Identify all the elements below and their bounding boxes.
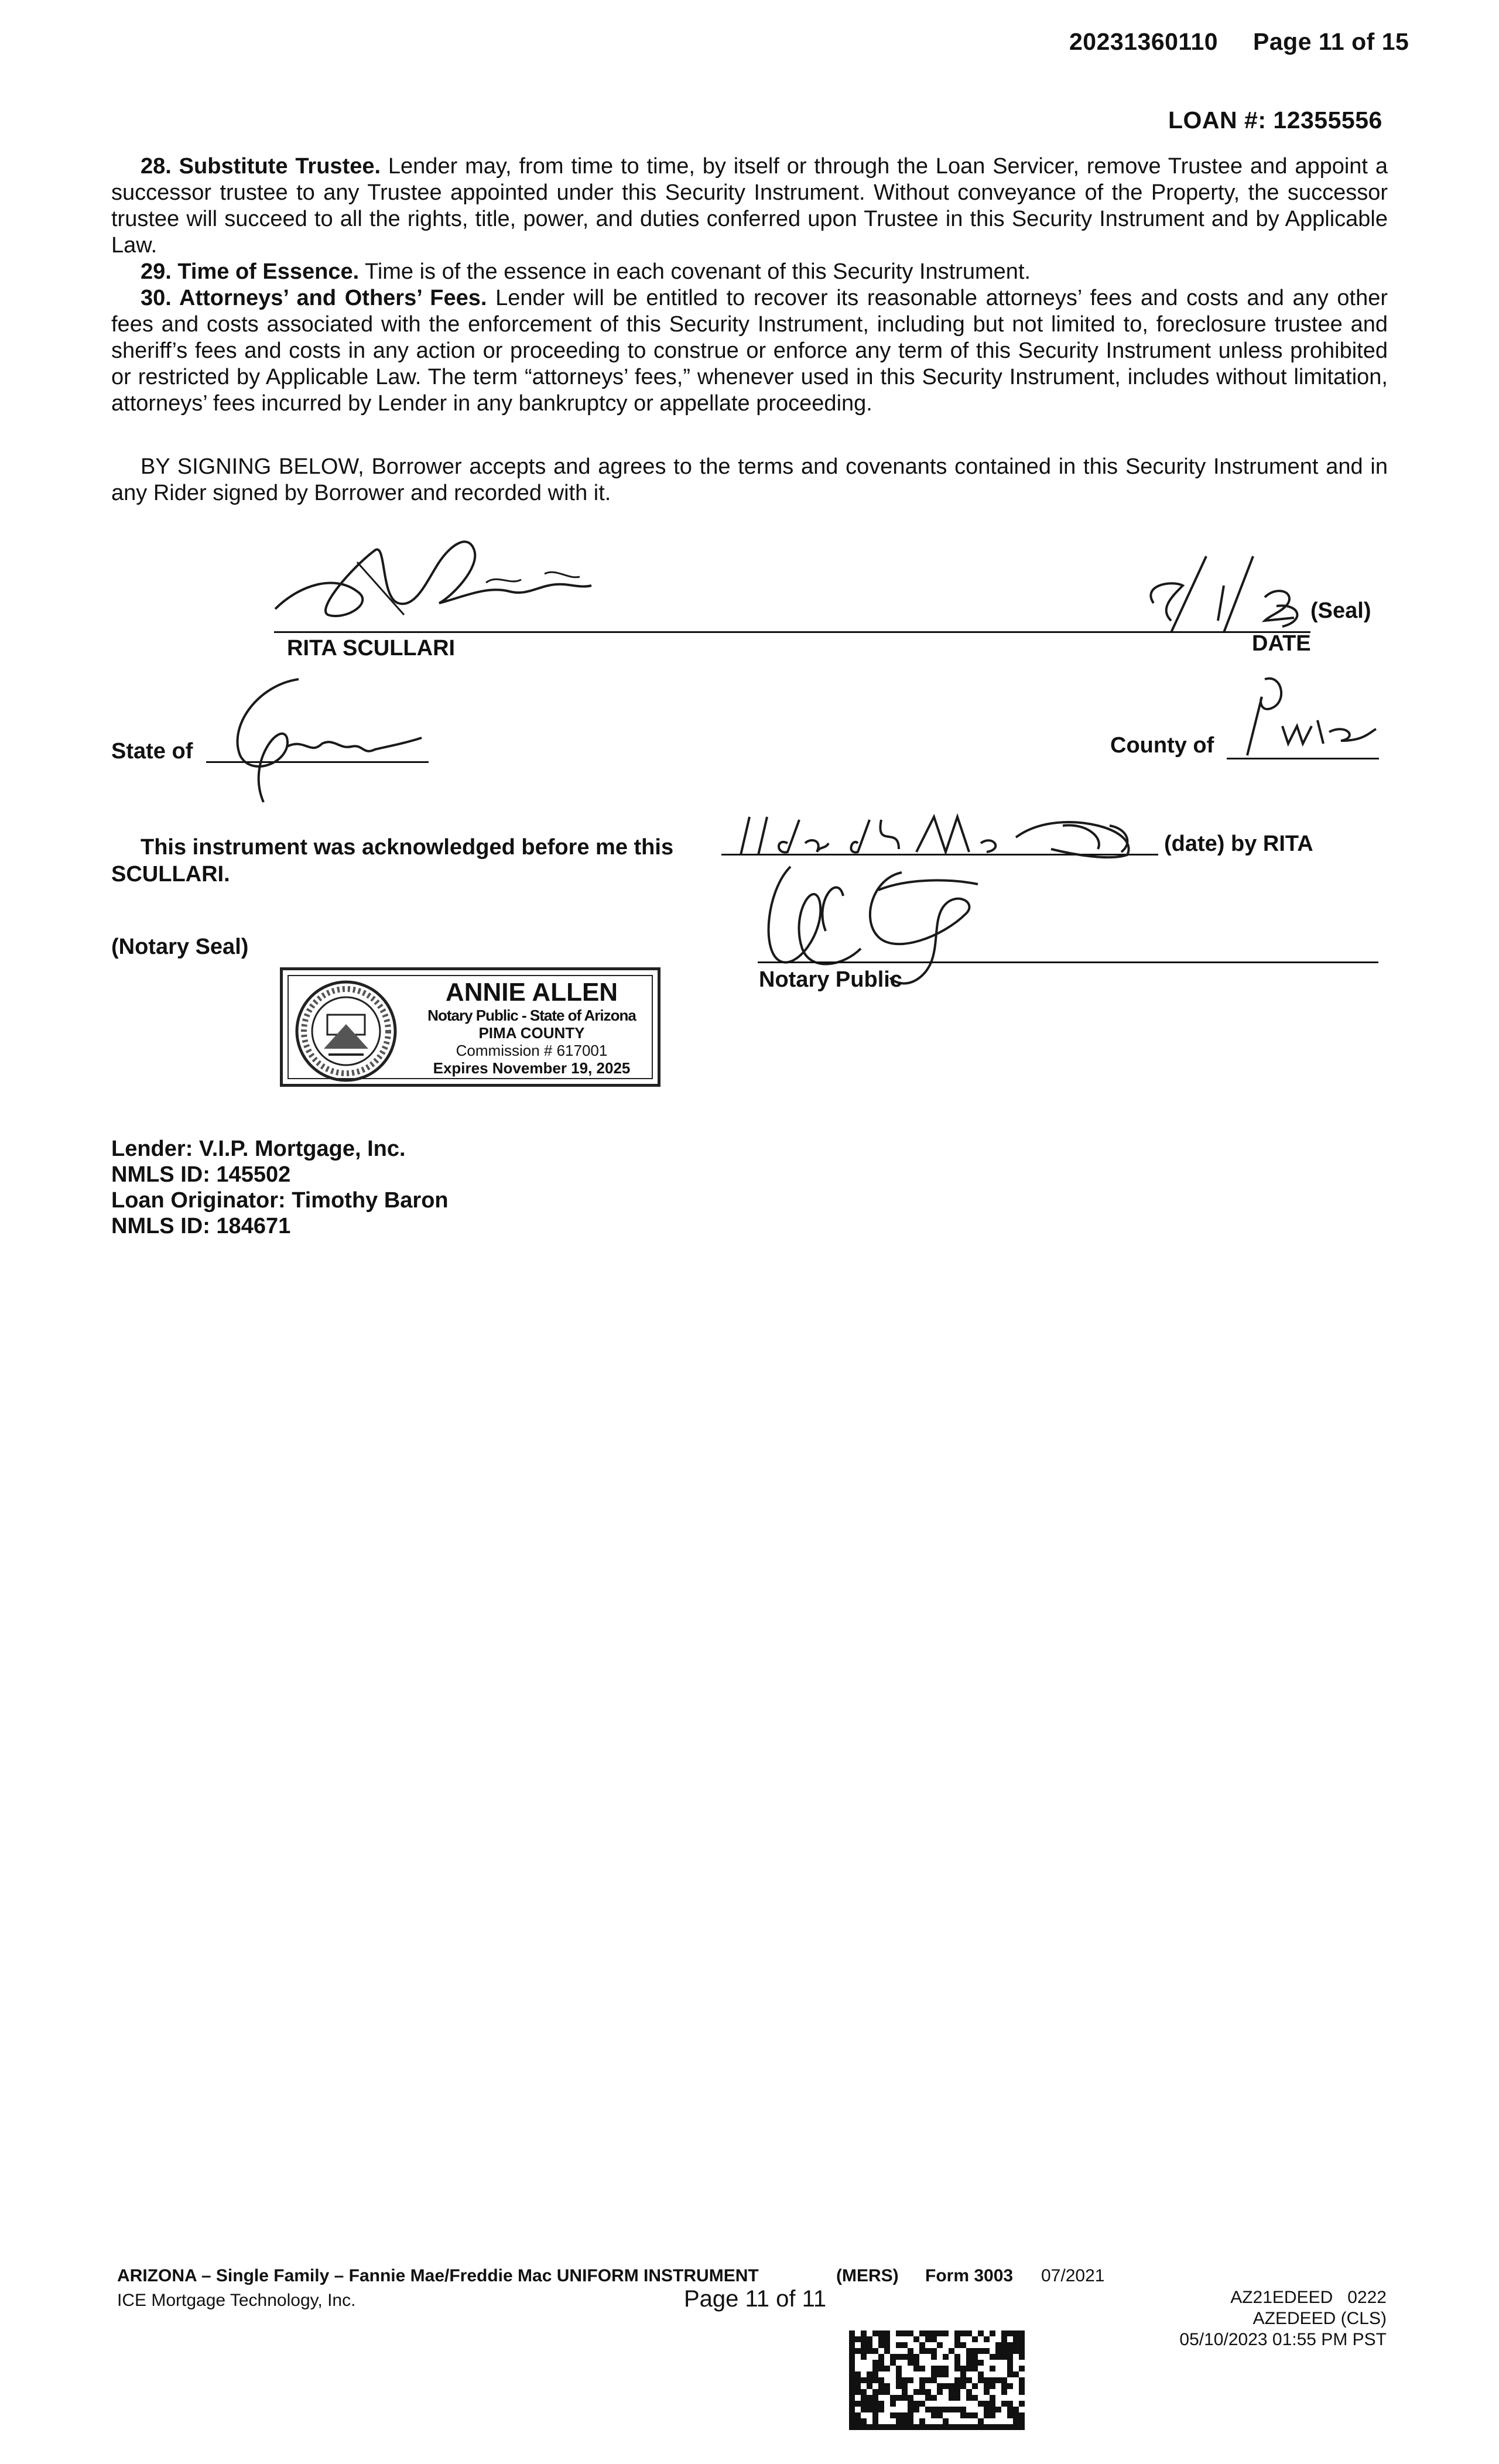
stamp-line2: PIMA COUNTY <box>478 1024 585 1042</box>
footer-form-number: Form 3003 <box>925 2266 1014 2285</box>
county-label: County of <box>1110 733 1214 758</box>
arizona-seal-icon <box>293 978 399 1084</box>
footer-timestamp: 05/10/2023 01:55 PM PST <box>1179 2330 1387 2349</box>
notary-public-label: Notary Public <box>759 967 902 992</box>
footer-page: Page 11 of 11 <box>684 2286 827 2312</box>
stamp-line4: Expires November 19, 2025 <box>433 1059 631 1077</box>
by-signing-paragraph <box>111 454 1388 507</box>
footer-form-line: ARIZONA – Single Family – Fannie Mae/Freddie Mac UNIFORM INSTRUMENT <box>117 2266 759 2285</box>
section-30 <box>111 285 1388 417</box>
datamatrix-barcode-icon <box>849 2330 1025 2430</box>
date-label: DATE <box>1252 631 1311 656</box>
section-28-text: Lender may, from time to time, by itself or through the Loan Servicer, remove Trustee and appoint a successor trustee to any Trustee appointed under this Security Instrument. Without conveyance of the Property, the successor trustee will succeed to all the rights, title, power, and duties conferred upon Trustee in this Security Instrument and by Applicable Law. <box>111 154 1388 258</box>
document-number: 20231360110 <box>1069 28 1219 55</box>
section-30-title: 30. Attorneys’ and Others’ Fees. <box>141 286 487 310</box>
lender-nmls: NMLS ID: 145502 <box>111 1162 291 1187</box>
loan-originator: Loan Originator: Timothy Baron <box>111 1188 449 1213</box>
by-signing-text: BY SIGNING BELOW, Borrower accepts and agrees to the terms and covenants contained in this Security Instrument and in any Rider signed by Borrower and recorded with it. <box>111 454 1388 505</box>
lender-name: Lender: V.I.P. Mortgage, Inc. <box>111 1137 406 1161</box>
acknowledgment-text: This instrument was acknowledged before me this <box>141 835 674 860</box>
seal-label: (Seal) <box>1310 598 1371 623</box>
signature-line <box>274 631 1310 633</box>
footer-form-date: 07/2021 <box>1041 2266 1105 2285</box>
borrower-signature <box>263 527 627 644</box>
notary-line <box>758 961 1378 963</box>
originator-nmls: NMLS ID: 184671 <box>111 1214 291 1238</box>
footer-code-1: AZ21EDEED 0222 <box>1230 2288 1387 2307</box>
footer-company: ICE Mortgage Technology, Inc. <box>117 2291 356 2310</box>
lender-info <box>111 1136 449 1239</box>
handwritten-date <box>1136 545 1317 638</box>
acknowledgment-name: SCULLARI. <box>111 862 230 887</box>
state-label: State of <box>111 739 193 764</box>
footer-codes <box>1179 2287 1387 2350</box>
handwritten-state <box>211 668 433 814</box>
notary-stamp <box>280 967 660 1087</box>
section-28-title: 28. Substitute Trustee. <box>141 154 381 179</box>
footer-code-2: AZEDEED (CLS) <box>1252 2309 1387 2328</box>
borrower-name: RITA SCULLARI <box>287 636 456 661</box>
loan-number: LOAN #: 12355556 <box>1168 107 1382 134</box>
section-29-text: Time is of the essence in each covenant of this Security Instrument. <box>359 259 1031 284</box>
stamp-line1: Notary Public - State of Arizona <box>427 1007 636 1024</box>
acknowledgment-after: (date) by RITA <box>1164 831 1313 856</box>
page-label: Page 11 of 15 <box>1253 28 1409 55</box>
footer-form-mers: (MERS) <box>836 2266 899 2285</box>
stamp-name: ANNIE ALLEN <box>445 978 618 1007</box>
section-28 <box>111 153 1388 259</box>
section-29 <box>111 259 1388 285</box>
stamp-line3: Commission # 617001 <box>456 1042 608 1059</box>
section-29-title: 29. Time of Essence. <box>141 259 360 284</box>
handwritten-county <box>1230 668 1382 761</box>
notary-seal-label: (Notary Seal) <box>111 935 249 959</box>
section-30-text: Lender will be entitled to recover its reasonable attorneys’ fees and costs and any other fees and costs associated with the enforcement of this Security Instrument, including but not limited to, foreclosure trustee and sheriff’s fees and costs in any action or proceeding to construe or enforce any term of this Security Instrument unless prohibited or restricted by Applicable Law. The term “attorneys’ fees,” whenever used in this Security Instrument, includes without limitation, attorneys’ fees incurred by Lender in any bankruptcy or appellate proceeding. <box>111 286 1388 416</box>
